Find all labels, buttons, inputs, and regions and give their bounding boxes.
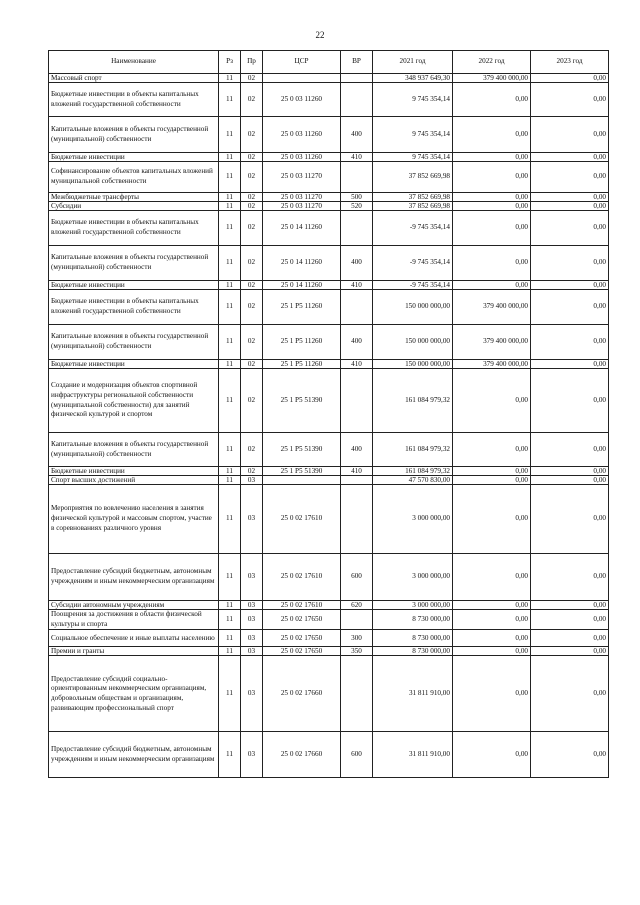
cell-2021: 3 000 000,00	[373, 601, 453, 610]
cell-2021: 37 852 669,98	[373, 202, 453, 211]
table-row	[49, 325, 609, 360]
cell-pr: 02	[241, 117, 263, 153]
header-2022: 2022 год	[453, 51, 531, 74]
cell-2021: 150 000 000,00	[373, 360, 453, 369]
cell-2022: 0,00	[453, 467, 531, 476]
cell-vr: 500	[341, 193, 373, 202]
cell-csr: 25 0 02 17650	[263, 647, 341, 656]
cell-pr: 03	[241, 630, 263, 647]
cell-2022: 0,00	[453, 732, 531, 778]
cell-name: Бюджетные инвестиции	[49, 281, 219, 290]
cell-name: Премии и гранты	[49, 647, 219, 656]
cell-vr	[341, 211, 373, 246]
cell-rz: 11	[219, 630, 241, 647]
cell-2023: 0,00	[531, 485, 609, 554]
cell-rz: 11	[219, 153, 241, 162]
table-row	[49, 476, 609, 485]
table-row	[49, 656, 609, 732]
cell-csr: 25 0 03 11260	[263, 117, 341, 153]
cell-2023: 0,00	[531, 369, 609, 433]
cell-vr	[341, 74, 373, 83]
table-row	[49, 630, 609, 647]
cell-csr: 25 0 14 11260	[263, 211, 341, 246]
header-name: Наименование	[49, 51, 219, 74]
cell-2023: 0,00	[531, 647, 609, 656]
cell-rz: 11	[219, 467, 241, 476]
cell-rz: 11	[219, 193, 241, 202]
cell-2023: 0,00	[531, 211, 609, 246]
cell-pr: 02	[241, 162, 263, 193]
cell-csr: 25 0 03 11270	[263, 202, 341, 211]
cell-2021: 37 852 669,98	[373, 162, 453, 193]
cell-name: Межбюджетные трансферты	[49, 193, 219, 202]
cell-name: Капитальные вложения в объекты государственной (муниципальной) собственности	[49, 117, 219, 153]
cell-csr: 25 1 P5 11260	[263, 325, 341, 360]
cell-csr: 25 0 03 11270	[263, 162, 341, 193]
cell-pr: 02	[241, 74, 263, 83]
cell-vr: 620	[341, 601, 373, 610]
cell-2023: 0,00	[531, 476, 609, 485]
cell-2021: 31 811 910,00	[373, 656, 453, 732]
cell-pr: 03	[241, 647, 263, 656]
table-row	[49, 202, 609, 211]
cell-vr: 520	[341, 202, 373, 211]
cell-rz: 11	[219, 647, 241, 656]
cell-2023: 0,00	[531, 360, 609, 369]
cell-vr	[341, 485, 373, 554]
cell-2022: 0,00	[453, 202, 531, 211]
table-row	[49, 601, 609, 610]
budget-table	[48, 50, 609, 778]
cell-name: Бюджетные инвестиции	[49, 360, 219, 369]
table-row	[49, 162, 609, 193]
header-csr: ЦСР	[263, 51, 341, 74]
table-row	[49, 554, 609, 601]
cell-2023: 0,00	[531, 83, 609, 117]
cell-rz: 11	[219, 325, 241, 360]
cell-2023: 0,00	[531, 74, 609, 83]
cell-name: Капитальные вложения в объекты государственной (муниципальной) собственности	[49, 246, 219, 281]
cell-2022: 0,00	[453, 281, 531, 290]
cell-rz: 11	[219, 554, 241, 601]
cell-pr: 02	[241, 83, 263, 117]
cell-pr: 02	[241, 246, 263, 281]
cell-2023: 0,00	[531, 732, 609, 778]
cell-2021: -9 745 354,14	[373, 281, 453, 290]
cell-2021: 161 084 979,32	[373, 369, 453, 433]
cell-2022: 0,00	[453, 647, 531, 656]
cell-name: Бюджетные инвестиции	[49, 153, 219, 162]
cell-2022: 379 400 000,00	[453, 290, 531, 325]
cell-vr: 400	[341, 325, 373, 360]
cell-rz: 11	[219, 433, 241, 467]
cell-name: Предоставление субсидий социально-ориентированным некоммерческим организациям, добровольным обществам и организациям, развивающим профессиональный спорт	[49, 656, 219, 732]
cell-rz: 11	[219, 281, 241, 290]
cell-csr: 25 1 P5 11260	[263, 290, 341, 325]
cell-name: Бюджетные инвестиции	[49, 467, 219, 476]
cell-csr: 25 0 02 17650	[263, 610, 341, 630]
cell-rz: 11	[219, 211, 241, 246]
cell-2021: 161 084 979,32	[373, 467, 453, 476]
cell-2023: 0,00	[531, 162, 609, 193]
cell-pr: 03	[241, 610, 263, 630]
table-row	[49, 369, 609, 433]
cell-pr: 02	[241, 281, 263, 290]
cell-rz: 11	[219, 610, 241, 630]
cell-vr	[341, 83, 373, 117]
cell-2023: 0,00	[531, 202, 609, 211]
cell-2022: 379 400 000,00	[453, 325, 531, 360]
cell-vr	[341, 476, 373, 485]
header-pr: Пр	[241, 51, 263, 74]
table-row	[49, 153, 609, 162]
cell-csr: 25 0 02 17650	[263, 630, 341, 647]
header-vr: ВР	[341, 51, 373, 74]
cell-vr	[341, 610, 373, 630]
cell-2023: 0,00	[531, 467, 609, 476]
table-row	[49, 485, 609, 554]
cell-name: Создание и модернизация объектов спортивной инфраструктуры региональной собственности (муниципальной собственности) для занятий физической культурой и спортом	[49, 369, 219, 433]
cell-name: Мероприятия по вовлечению населения в занятия физической культурой и массовым спортом, участие в соревнованиях различного уровня	[49, 485, 219, 554]
cell-rz: 11	[219, 360, 241, 369]
cell-vr	[341, 656, 373, 732]
cell-2021: -9 745 354,14	[373, 211, 453, 246]
cell-name: Субсидии автономным учреждениям	[49, 601, 219, 610]
cell-name: Бюджетные инвестиции в объекты капитальных вложений государственной собственности	[49, 211, 219, 246]
cell-name: Поощрения за достижения в области физической культуры и спорта	[49, 610, 219, 630]
cell-2021: 37 852 669,98	[373, 193, 453, 202]
cell-2021: -9 745 354,14	[373, 246, 453, 281]
table-row	[49, 732, 609, 778]
cell-vr: 300	[341, 630, 373, 647]
cell-name: Предоставление субсидий бюджетным, автономным учреждениям и иным некоммерческим организациям	[49, 732, 219, 778]
cell-csr: 25 0 14 11260	[263, 281, 341, 290]
cell-rz: 11	[219, 74, 241, 83]
cell-2021: 150 000 000,00	[373, 290, 453, 325]
cell-2021: 9 745 354,14	[373, 83, 453, 117]
cell-2023: 0,00	[531, 601, 609, 610]
cell-pr: 02	[241, 325, 263, 360]
cell-pr: 03	[241, 732, 263, 778]
cell-vr: 410	[341, 360, 373, 369]
table-row	[49, 74, 609, 83]
cell-2023: 0,00	[531, 290, 609, 325]
cell-rz: 11	[219, 476, 241, 485]
cell-2022: 0,00	[453, 246, 531, 281]
table-row	[49, 467, 609, 476]
cell-2023: 0,00	[531, 325, 609, 360]
cell-vr: 600	[341, 732, 373, 778]
cell-vr: 400	[341, 433, 373, 467]
cell-csr	[263, 476, 341, 485]
cell-rz: 11	[219, 369, 241, 433]
cell-pr: 02	[241, 290, 263, 325]
cell-pr: 02	[241, 360, 263, 369]
cell-rz: 11	[219, 656, 241, 732]
header-2023: 2023 год	[531, 51, 609, 74]
cell-2021: 9 745 354,14	[373, 117, 453, 153]
cell-2021: 9 745 354,14	[373, 153, 453, 162]
cell-pr: 02	[241, 153, 263, 162]
cell-pr: 02	[241, 433, 263, 467]
cell-pr: 03	[241, 656, 263, 732]
cell-name: Софинансирование объектов капитальных вложений муниципальной собственности	[49, 162, 219, 193]
cell-2023: 0,00	[531, 554, 609, 601]
table-row	[49, 610, 609, 630]
cell-name: Бюджетные инвестиции в объекты капитальных вложений государственной собственности	[49, 83, 219, 117]
cell-2022: 0,00	[453, 153, 531, 162]
cell-2022: 0,00	[453, 554, 531, 601]
table-header-row	[49, 51, 609, 74]
cell-2023: 0,00	[531, 610, 609, 630]
cell-2021: 161 084 979,32	[373, 433, 453, 467]
cell-csr: 25 0 02 17610	[263, 485, 341, 554]
cell-name: Спорт высших достижений	[49, 476, 219, 485]
cell-2022: 0,00	[453, 117, 531, 153]
cell-csr: 25 0 03 11260	[263, 153, 341, 162]
cell-rz: 11	[219, 601, 241, 610]
cell-vr: 400	[341, 117, 373, 153]
cell-csr: 25 0 02 17660	[263, 732, 341, 778]
cell-csr: 25 1 P5 11260	[263, 360, 341, 369]
cell-vr	[341, 290, 373, 325]
cell-2023: 0,00	[531, 246, 609, 281]
cell-2022: 0,00	[453, 485, 531, 554]
table-row	[49, 117, 609, 153]
cell-rz: 11	[219, 732, 241, 778]
cell-csr: 25 1 P5 51390	[263, 369, 341, 433]
cell-csr: 25 0 03 11270	[263, 193, 341, 202]
table-row	[49, 246, 609, 281]
cell-vr: 410	[341, 281, 373, 290]
page-number: 22	[315, 30, 325, 40]
cell-csr: 25 0 02 17610	[263, 554, 341, 601]
cell-2022: 0,00	[453, 601, 531, 610]
cell-csr: 25 0 02 17660	[263, 656, 341, 732]
cell-2022: 0,00	[453, 433, 531, 467]
cell-2023: 0,00	[531, 656, 609, 732]
cell-pr: 03	[241, 554, 263, 601]
cell-rz: 11	[219, 162, 241, 193]
cell-2022: 0,00	[453, 656, 531, 732]
cell-2022: 0,00	[453, 610, 531, 630]
cell-name: Капитальные вложения в объекты государственной (муниципальной) собственности	[49, 325, 219, 360]
cell-2021: 3 000 000,00	[373, 554, 453, 601]
cell-name: Бюджетные инвестиции в объекты капитальных вложений государственной собственности	[49, 290, 219, 325]
cell-pr: 03	[241, 601, 263, 610]
cell-2021: 348 937 649,30	[373, 74, 453, 83]
cell-2021: 3 000 000,00	[373, 485, 453, 554]
cell-2021: 8 730 000,00	[373, 647, 453, 656]
cell-2023: 0,00	[531, 117, 609, 153]
cell-rz: 11	[219, 290, 241, 325]
cell-rz: 11	[219, 83, 241, 117]
cell-pr: 02	[241, 211, 263, 246]
cell-rz: 11	[219, 485, 241, 554]
cell-2021: 31 811 910,00	[373, 732, 453, 778]
cell-rz: 11	[219, 117, 241, 153]
cell-2022: 0,00	[453, 476, 531, 485]
cell-csr: 25 0 03 11260	[263, 83, 341, 117]
cell-2022: 0,00	[453, 630, 531, 647]
cell-2023: 0,00	[531, 433, 609, 467]
cell-2023: 0,00	[531, 630, 609, 647]
table-row	[49, 433, 609, 467]
cell-name: Субсидии	[49, 202, 219, 211]
cell-pr: 03	[241, 485, 263, 554]
cell-2021: 8 730 000,00	[373, 630, 453, 647]
cell-csr: 25 0 02 17610	[263, 601, 341, 610]
cell-2023: 0,00	[531, 193, 609, 202]
cell-rz: 11	[219, 202, 241, 211]
cell-csr: 25 1 P5 51390	[263, 467, 341, 476]
cell-2021: 8 730 000,00	[373, 610, 453, 630]
table-row	[49, 193, 609, 202]
cell-pr: 03	[241, 476, 263, 485]
table-row	[49, 83, 609, 117]
cell-2021: 150 000 000,00	[373, 325, 453, 360]
cell-csr: 25 0 14 11260	[263, 246, 341, 281]
cell-vr: 350	[341, 647, 373, 656]
cell-2022: 0,00	[453, 211, 531, 246]
cell-vr: 400	[341, 246, 373, 281]
cell-pr: 02	[241, 467, 263, 476]
cell-csr	[263, 74, 341, 83]
cell-pr: 02	[241, 369, 263, 433]
cell-vr: 600	[341, 554, 373, 601]
cell-2022: 0,00	[453, 162, 531, 193]
cell-name: Массовый спорт	[49, 74, 219, 83]
cell-2022: 0,00	[453, 83, 531, 117]
cell-pr: 02	[241, 202, 263, 211]
cell-2022: 379 400 000,00	[453, 74, 531, 83]
table-row	[49, 360, 609, 369]
cell-2023: 0,00	[531, 281, 609, 290]
header-2021: 2021 год	[373, 51, 453, 74]
table-row	[49, 281, 609, 290]
cell-vr	[341, 162, 373, 193]
cell-2021: 47 570 830,00	[373, 476, 453, 485]
cell-2023: 0,00	[531, 153, 609, 162]
cell-vr: 410	[341, 467, 373, 476]
cell-name: Социальное обеспечение и иные выплаты населению	[49, 630, 219, 647]
header-rz: Рз	[219, 51, 241, 74]
table-row	[49, 647, 609, 656]
cell-2022: 0,00	[453, 193, 531, 202]
cell-rz: 11	[219, 246, 241, 281]
cell-name: Капитальные вложения в объекты государственной (муниципальной) собственности	[49, 433, 219, 467]
cell-vr: 410	[341, 153, 373, 162]
cell-2022: 0,00	[453, 369, 531, 433]
cell-name: Предоставление субсидий бюджетным, автономным учреждениям и иным некоммерческим организациям	[49, 554, 219, 601]
cell-vr	[341, 369, 373, 433]
cell-csr: 25 1 P5 51390	[263, 433, 341, 467]
table-row	[49, 290, 609, 325]
cell-2022: 379 400 000,00	[453, 360, 531, 369]
table-row	[49, 211, 609, 246]
cell-pr: 02	[241, 193, 263, 202]
